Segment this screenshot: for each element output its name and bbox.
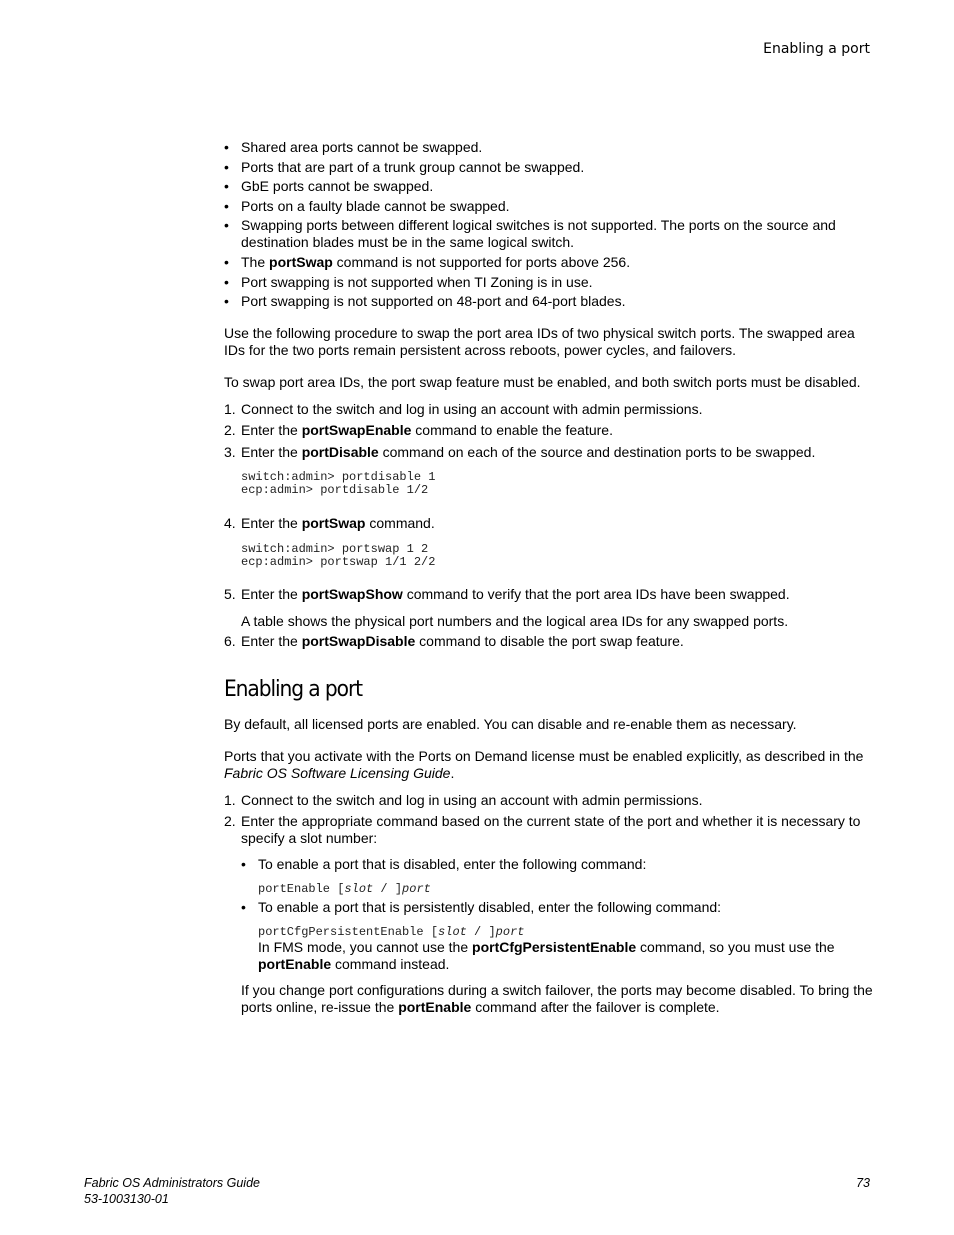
running-header: Enabling a port	[763, 41, 870, 57]
code-example: switch:admin> portswap 1 2 ecp:admin> portswap 1/1 2/2	[241, 542, 436, 570]
swap-intro-paragraph: Use the following procedure to swap the port area IDs of two physical switch ports. The swapped area IDs for the two ports remain persistent across reboots, power cycles, and failovers.	[224, 325, 855, 359]
swap-procedure	[224, 401, 874, 650]
list-item: • Swapping ports between different logical switches is not supported. The ports on the source and destination blades must be in the same logical switch.	[224, 217, 836, 251]
fms-note: In FMS mode, you cannot use the portCfgPersistentEnable command, so you must use the portEnable command instead.	[258, 939, 835, 973]
section-heading: Enabling a port	[224, 677, 362, 703]
list-item: • To enable a port that is persistently disabled, enter the following command: portCfgPersistentEnable [slot / ]port In FMS mode, you cannot use the portCfgPersistentEnable command, so you must use the portEnable command instead.	[241, 899, 874, 973]
list-item: • Ports on a faulty blade cannot be swapped.	[224, 197, 510, 214]
command-syntax: portCfgPersistentEnable [slot / ]port	[258, 925, 525, 940]
section-intro-paragraph: By default, all licensed ports are enabled. You can disable and re-enable them as necessary.	[224, 716, 797, 733]
procedure-step: 4. Enter the portSwap command. switch:admin> portswap 1 2 ecp:admin> portswap 1/1 2/2	[224, 515, 874, 569]
pod-paragraph: Ports that you activate with the Ports on Demand license must be enabled explicitly, as described in the Fabric OS Software Licensing Guide.	[224, 748, 864, 782]
guide-title: Fabric OS Software Licensing Guide	[224, 765, 451, 782]
command-syntax: portEnable [slot / ]port	[258, 882, 431, 897]
step-note: A table shows the physical port numbers and the logical area IDs for any swapped ports.	[241, 613, 789, 630]
list-item: • Shared area ports cannot be swapped.	[224, 139, 483, 155]
enable-options-list	[241, 856, 874, 973]
procedure-step: 3. Enter the portDisable command on each of the source and destination ports to be swapped. switch:admin> portdisable 1 ecp:admin> portdisable 1/2	[224, 444, 874, 497]
footer	[84, 1175, 260, 1207]
page-number: 73	[856, 1176, 870, 1190]
footer-guide-title: Fabric OS Administrators Guide	[84, 1176, 260, 1190]
list-item: • GbE ports cannot be swapped.	[224, 178, 434, 195]
list-item: • Ports that are part of a trunk group cannot be swapped.	[224, 158, 585, 175]
restriction-list	[224, 139, 874, 310]
procedure-step: 1. Connect to the switch and log in using an account with admin permissions.	[224, 401, 703, 418]
procedure-step: 2. Enter the portSwapEnable command to enable the feature.	[224, 422, 613, 439]
procedure-step: 6. Enter the portSwapDisable command to disable the port swap feature.	[224, 633, 684, 650]
footer-doc-number: 53-1003130-01	[84, 1192, 169, 1206]
failover-note: If you change port configurations during a switch failover, the ports may become disabled. To bring the ports online, re-issue the portEnable command after the failover is complete.	[241, 982, 873, 1016]
list-item: • To enable a port that is disabled, enter the following command: portEnable [slot / ]port	[241, 856, 874, 896]
code-example: switch:admin> portdisable 1 ecp:admin> portdisable 1/2	[241, 470, 436, 498]
enable-procedure	[224, 792, 874, 1016]
procedure-step: 5. Enter the portSwapShow command to verify that the port area IDs have been swapped. A table shows the physical port numbers and the logical area IDs for any swapped ports.	[224, 586, 874, 630]
procedure-step: 1. Connect to the switch and log in using an account with admin permissions.	[224, 792, 703, 809]
list-item: • Port swapping is not supported when TI Zoning is in use.	[224, 273, 593, 290]
page-content	[224, 139, 874, 1016]
list-item: • Port swapping is not supported on 48-port and 64-port blades.	[224, 293, 626, 310]
list-item: • The portSwap command is not supported for ports above 256.	[224, 253, 631, 270]
procedure-step: 2. Enter the appropriate command based on the current state of the port and whether it is necessary to specify a slot number: • To enable a port that is disabled, enter the following command: portEnable [slot / ]port • To enable a port that is persistently disabled, enter the following command: portCfgPersistentEnable [slot / ]port In FMS mode, you cannot use the portCfgPersistentEnable command, so you must use the portEnable command instead. If you change port configurations during a switch failover, the ports may become disabled. To bring the ports online, re-issue the portEnable command after the failover is complete.	[224, 813, 873, 1016]
swap-prereq-paragraph: To swap port area IDs, the port swap feature must be enabled, and both switch ports must be disabled.	[224, 374, 861, 391]
